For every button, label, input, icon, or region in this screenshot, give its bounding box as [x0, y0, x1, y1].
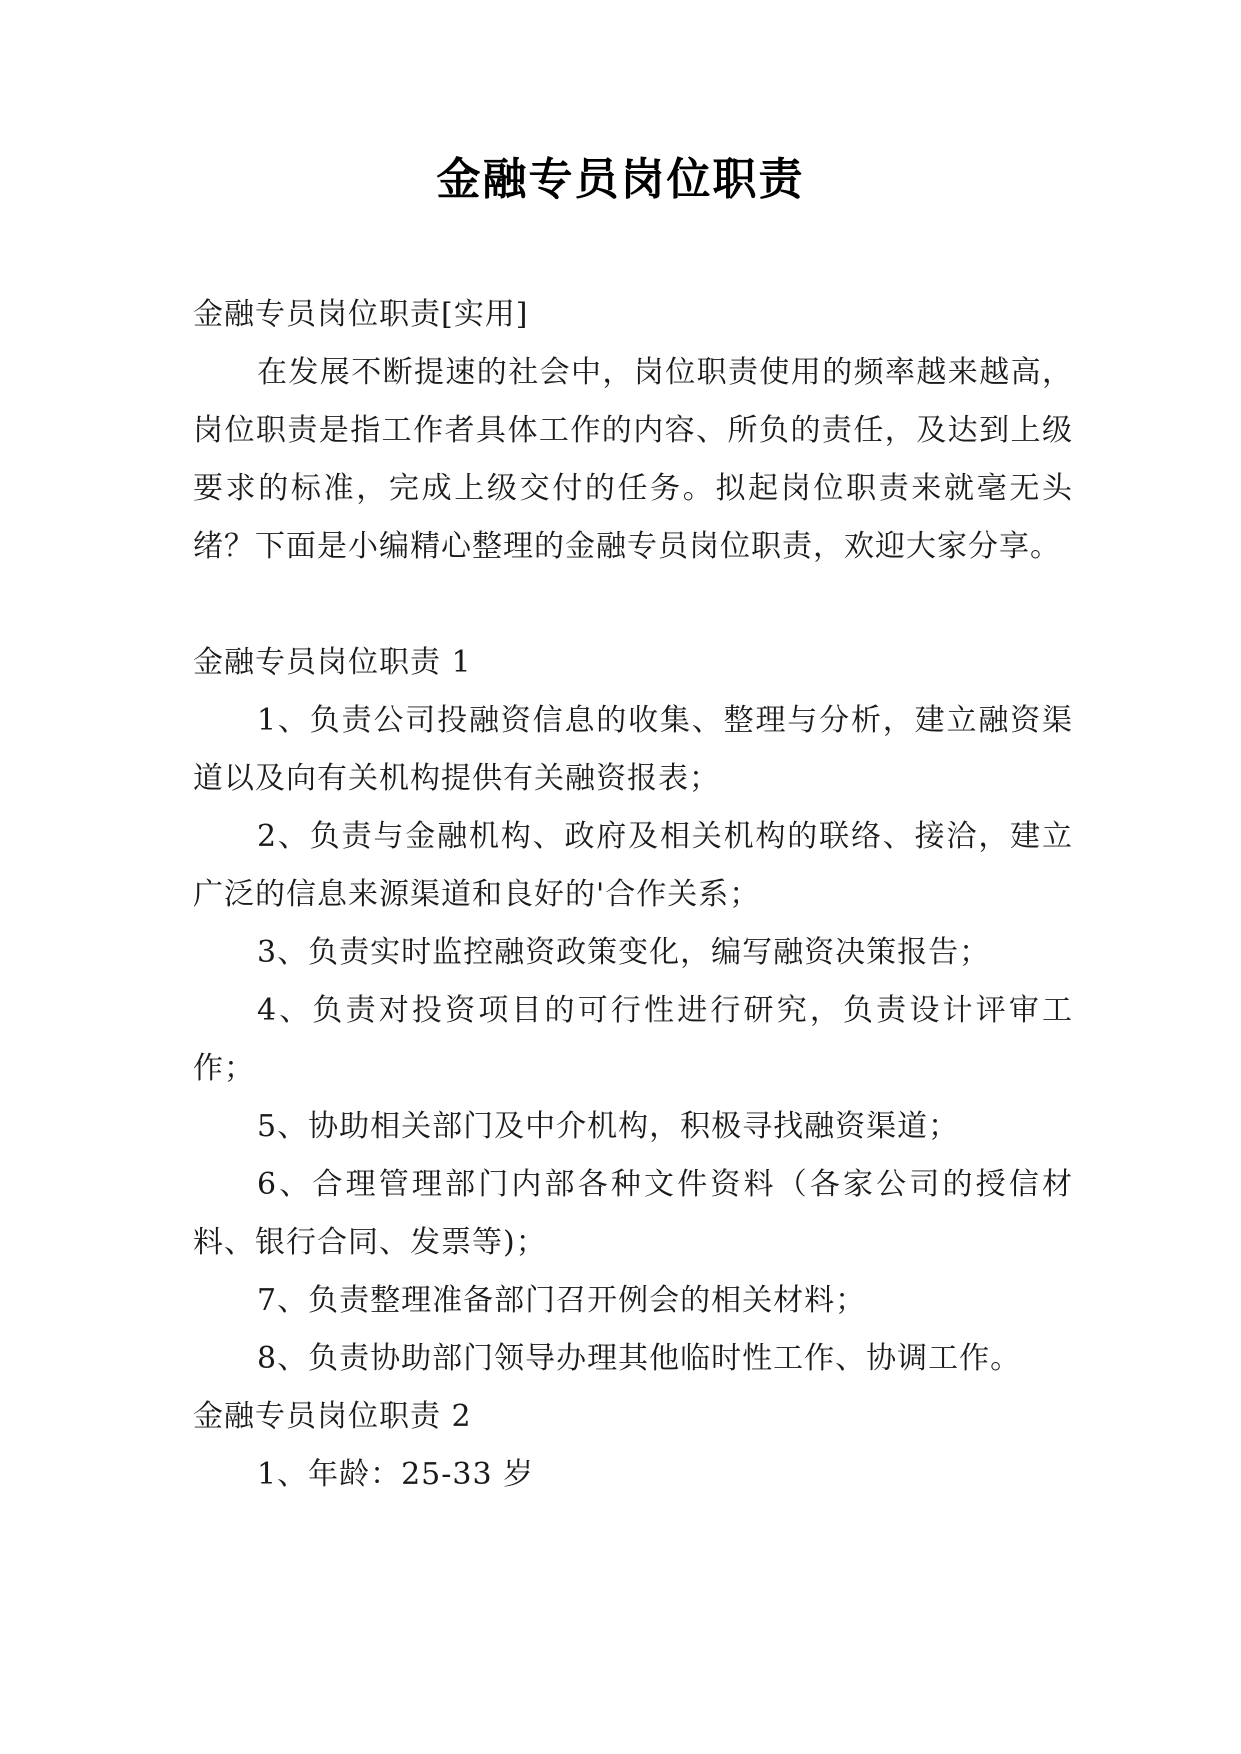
- document-body: [193, 286, 1073, 1504]
- section-2-heading: 金融专员岗位职责 2: [193, 1399, 472, 1434]
- document-subtitle: 金融专员岗位职责[实用]: [193, 297, 529, 332]
- section-1-item: 3、负责实时监控融资政策变化，编写融资决策报告；: [257, 935, 991, 970]
- section-1-item: 7、负责整理准备部门召开例会的相关材料；: [257, 1283, 867, 1318]
- section-1-heading: 金融专员岗位职责 1: [193, 645, 472, 680]
- section-2-item: 1、年龄：25-33 岁: [257, 1457, 535, 1492]
- document-title: 金融专员岗位职责: [436, 154, 805, 205]
- section-1-item: 1、负责公司投融资信息的收集、整理与分析，建立融资渠道以及向有关机构提供有关融资报表；: [193, 703, 1073, 796]
- section-1-item: 8、负责协助部门领导办理其他临时性工作、协调工作。: [257, 1341, 1022, 1376]
- section-1-item: 5、协助相关部门及中介机构，积极寻找融资渠道；: [257, 1109, 960, 1144]
- intro-paragraph: 在发展不断提速的社会中，岗位职责使用的频率越来越高，岗位职责是指工作者具体工作的内容、所负的责任，及达到上级要求的标准，完成上级交付的任务。拟起岗位职责来就毫无头绪？下面是小编精心整理的金融专员岗位职责，欢迎大家分享。: [193, 355, 1073, 564]
- section-spacer: [193, 576, 1073, 634]
- section-1-item: 6、合理管理部门内部各种文件资料（各家公司的授信材料、银行合同、发票等)；: [193, 1167, 1073, 1260]
- section-1-item: 2、负责与金融机构、政府及相关机构的联络、接洽，建立广泛的信息来源渠道和良好的'合作关系；: [193, 819, 1073, 912]
- section-1-item: 4、负责对投资项目的可行性进行研究，负责设计评审工作；: [193, 993, 1073, 1086]
